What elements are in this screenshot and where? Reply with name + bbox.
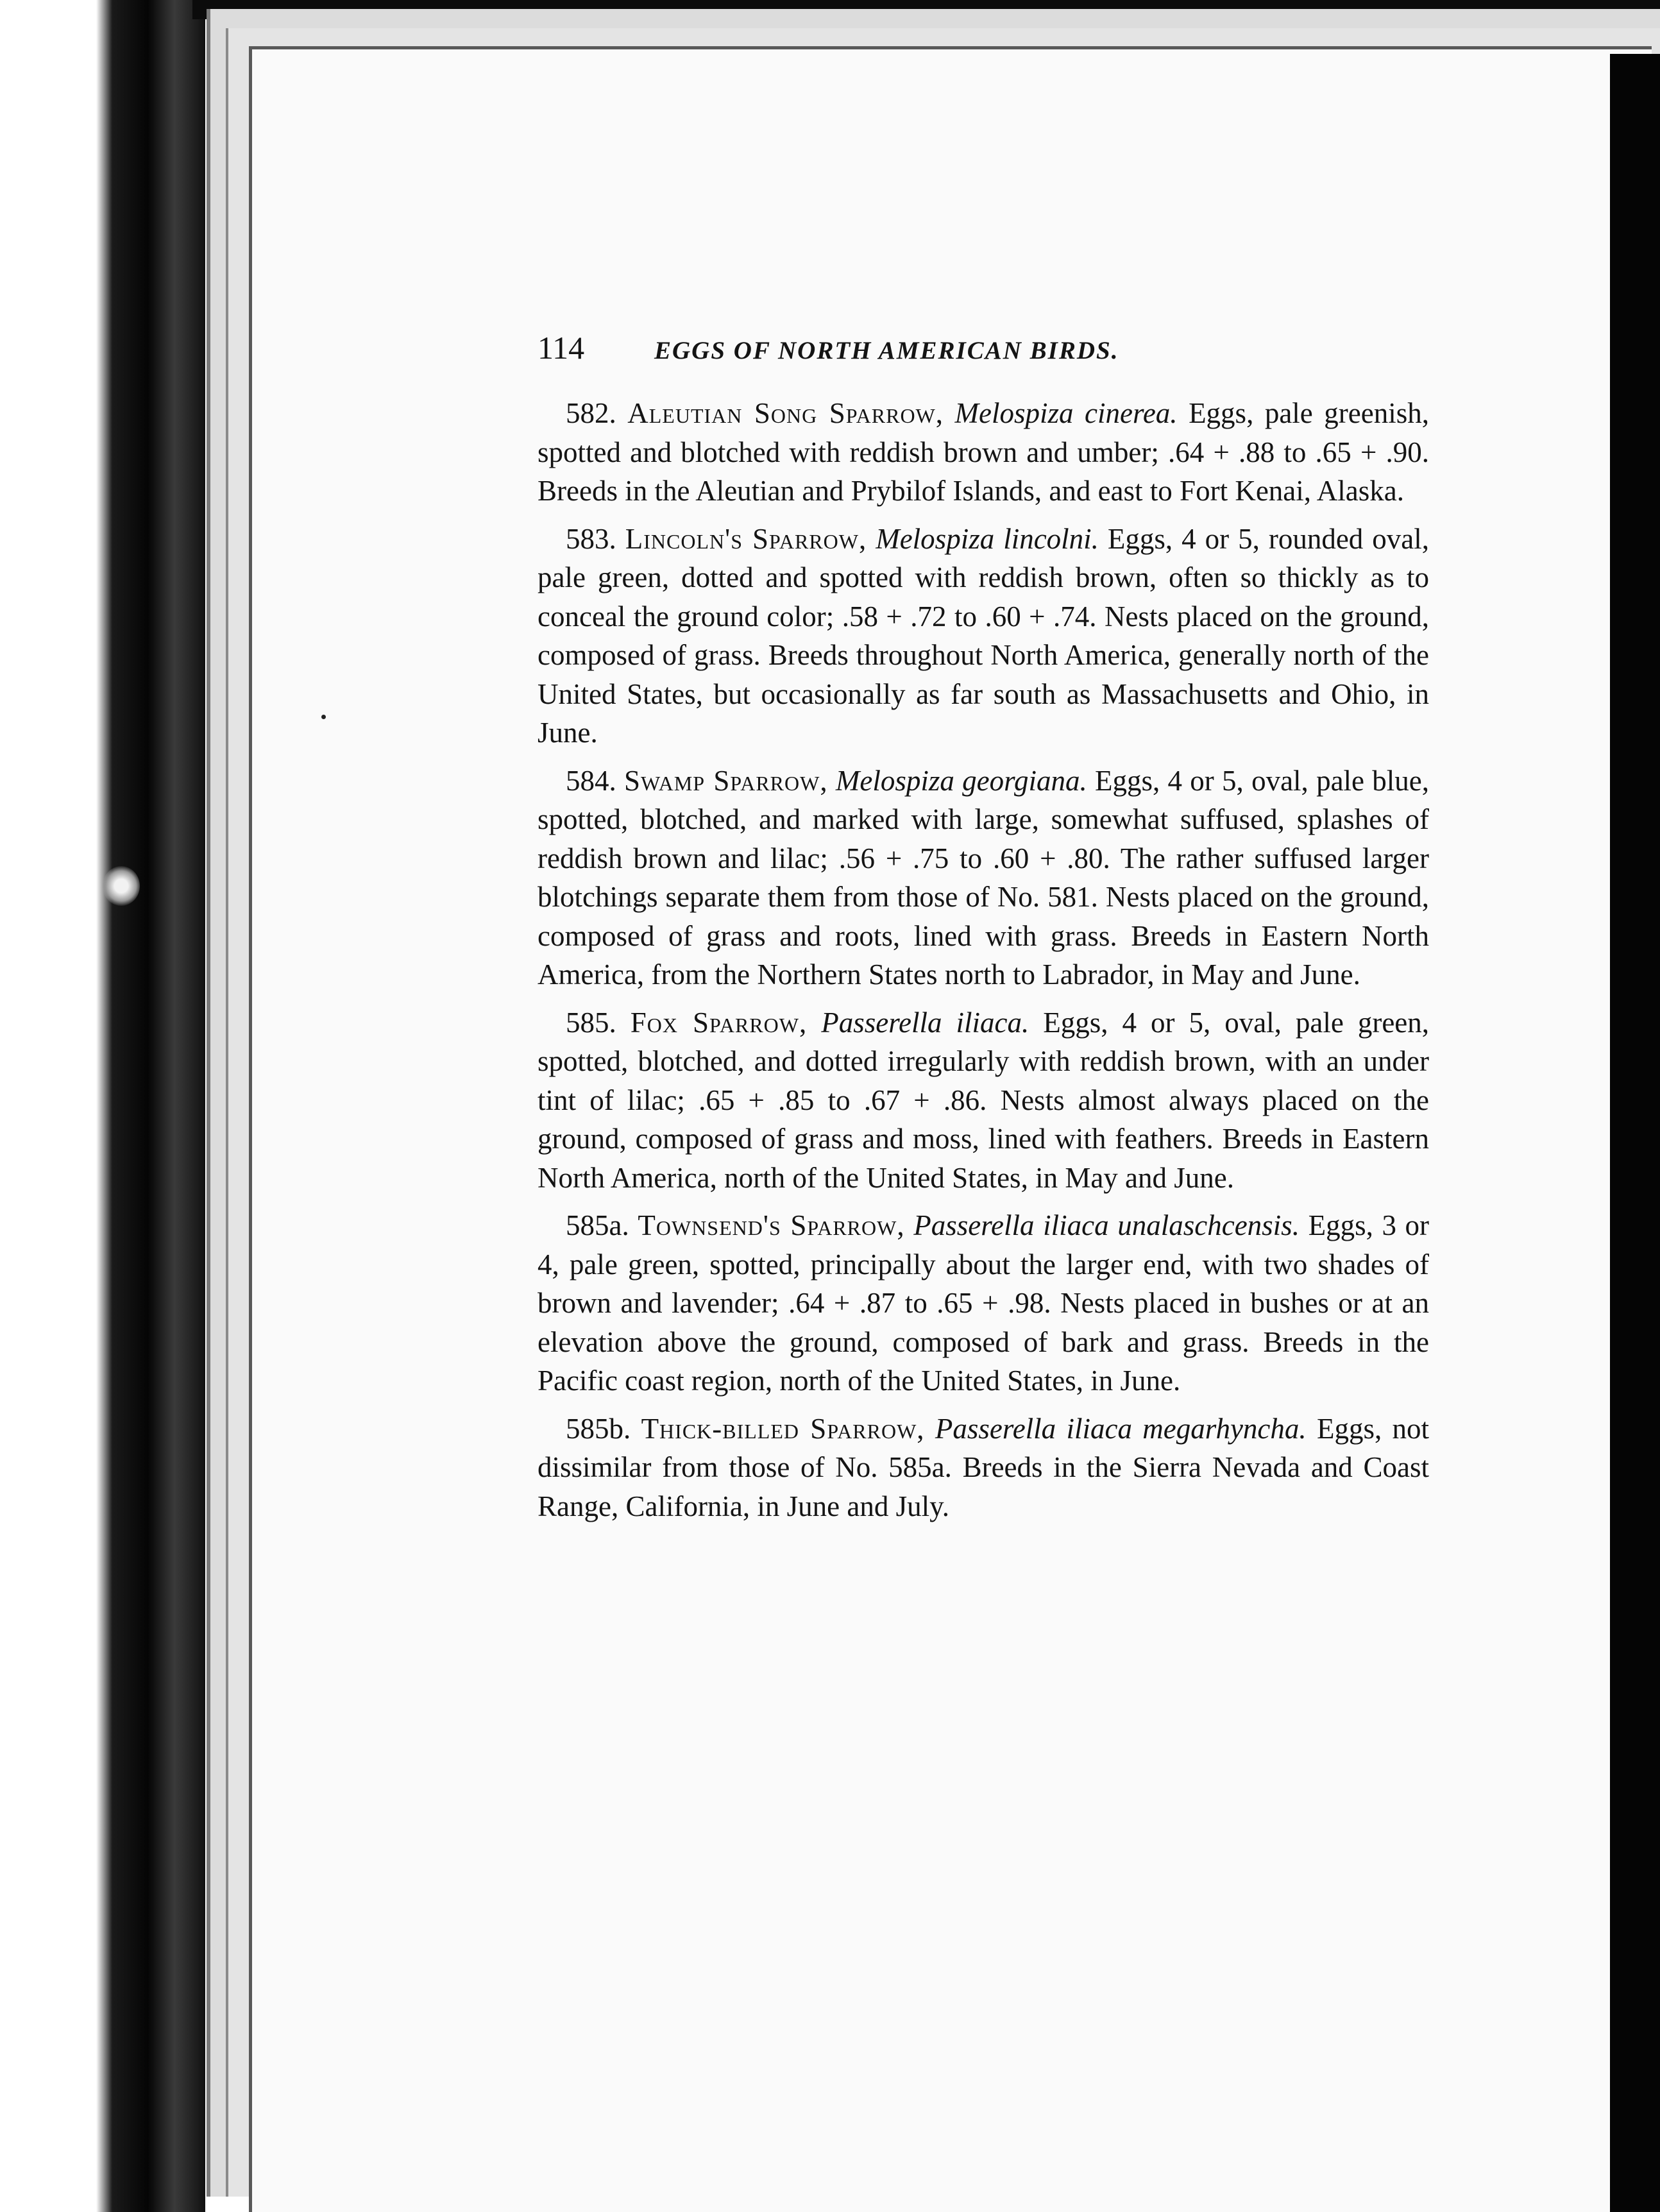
entry-number: 585.: [566, 1006, 616, 1039]
entry-number: 585b.: [566, 1412, 631, 1445]
ink-dot: [321, 715, 326, 719]
entry-latin-name: Passerella iliaca megarhyncha.: [935, 1412, 1307, 1445]
entry-number: 583.: [566, 522, 616, 555]
entry-584: [538, 761, 1429, 994]
binding-shadow: [154, 0, 205, 2212]
entry-latin-name: Melospiza georgiana.: [835, 764, 1087, 797]
paper-smudge: [103, 866, 140, 906]
entry-text: Eggs, not dissimilar from those of No. 585a. Breeds in the Sierra Nevada and Coast Range, California, in June and July.: [538, 1412, 1430, 1522]
entry-text: Eggs, 4 or 5, oval, pale green, spotted, blotched, and dotted irregularly with reddish brown, with an under tint of lilac; .65 + .85 to .67 + .86. Nests almost always placed on the ground, composed of grass and moss, lined with feathers. Breeds in Eastern North America, north of the United States, in May and June.: [538, 1006, 1430, 1194]
entry-582: [538, 394, 1429, 511]
page-number: 114: [538, 330, 585, 366]
entry-number: 585a.: [566, 1209, 629, 1241]
entry-common-name: Townsend's Sparrow,: [638, 1209, 905, 1241]
entry-common-name: Lincoln's Sparrow,: [625, 522, 867, 555]
page-text: [538, 328, 1429, 1535]
entry-latin-name: Melospiza lincolni.: [876, 522, 1099, 555]
entry-583: [538, 520, 1429, 753]
entry-text: Eggs, 4 or 5, oval, pale blue, spotted, blotched, and marked with large, somewhat suffused, splashes of reddish brown and lilac; .56 + .75 to .60 + .80. The rather suffused larger blotchings separate them from those of No. 581. Nests placed on the ground, composed of grass and roots, lined with grass. Breeds in Eastern North America, from the Northern States north to Labrador, in May and June.: [538, 764, 1430, 991]
running-title: EGGS OF NORTH AMERICAN BIRDS.: [654, 337, 1119, 364]
right-edge: [1610, 54, 1660, 2212]
entry-text: Eggs, 3 or 4, pale green, spotted, principally about the larger end, with two shades of brown and lavender; .64 + .87 to .65 + .98. Nests placed in bushes or at an elevation above the ground, composed of bark and grass. Breeds in the Pacific coast region, north of the United States, in June.: [538, 1209, 1430, 1397]
entry-text: Eggs, pale greenish, spotted and blotched with reddish brown and umber; .64 + .88 to .65 + .90. Breeds in the Aleutian and Prybilof Islands, and east to Fort Kenai, Alaska.: [538, 397, 1429, 507]
entry-common-name: Swamp Sparrow,: [624, 764, 828, 797]
entry-585: [538, 1003, 1429, 1198]
entry-latin-name: Passerella iliaca unalaschcensis.: [913, 1209, 1300, 1241]
entry-latin-name: Passerella iliaca.: [821, 1006, 1029, 1039]
entry-common-name: Thick-billed Sparrow,: [641, 1412, 925, 1445]
entry-number: 582.: [566, 397, 616, 429]
page-header: [538, 328, 1429, 386]
entry-585a: [538, 1206, 1429, 1400]
entry-number: 584.: [566, 764, 616, 797]
entry-latin-name: Melospiza cinerea.: [954, 397, 1178, 429]
entry-text: Eggs, 4 or 5, rounded oval, pale green, dotted and spotted with reddish brown, often so thickly as to conceal the ground color; .58 + .72 to .60 + .74. Nests placed on the ground, composed of grass. Breeds throughout North America, generally north of the United States, but occasionally as far south as Massachusetts and Ohio, in June.: [538, 522, 1430, 749]
entry-common-name: Fox Sparrow,: [630, 1006, 808, 1039]
entry-585b: [538, 1409, 1429, 1526]
entry-common-name: Aleutian Song Sparrow,: [627, 397, 944, 429]
